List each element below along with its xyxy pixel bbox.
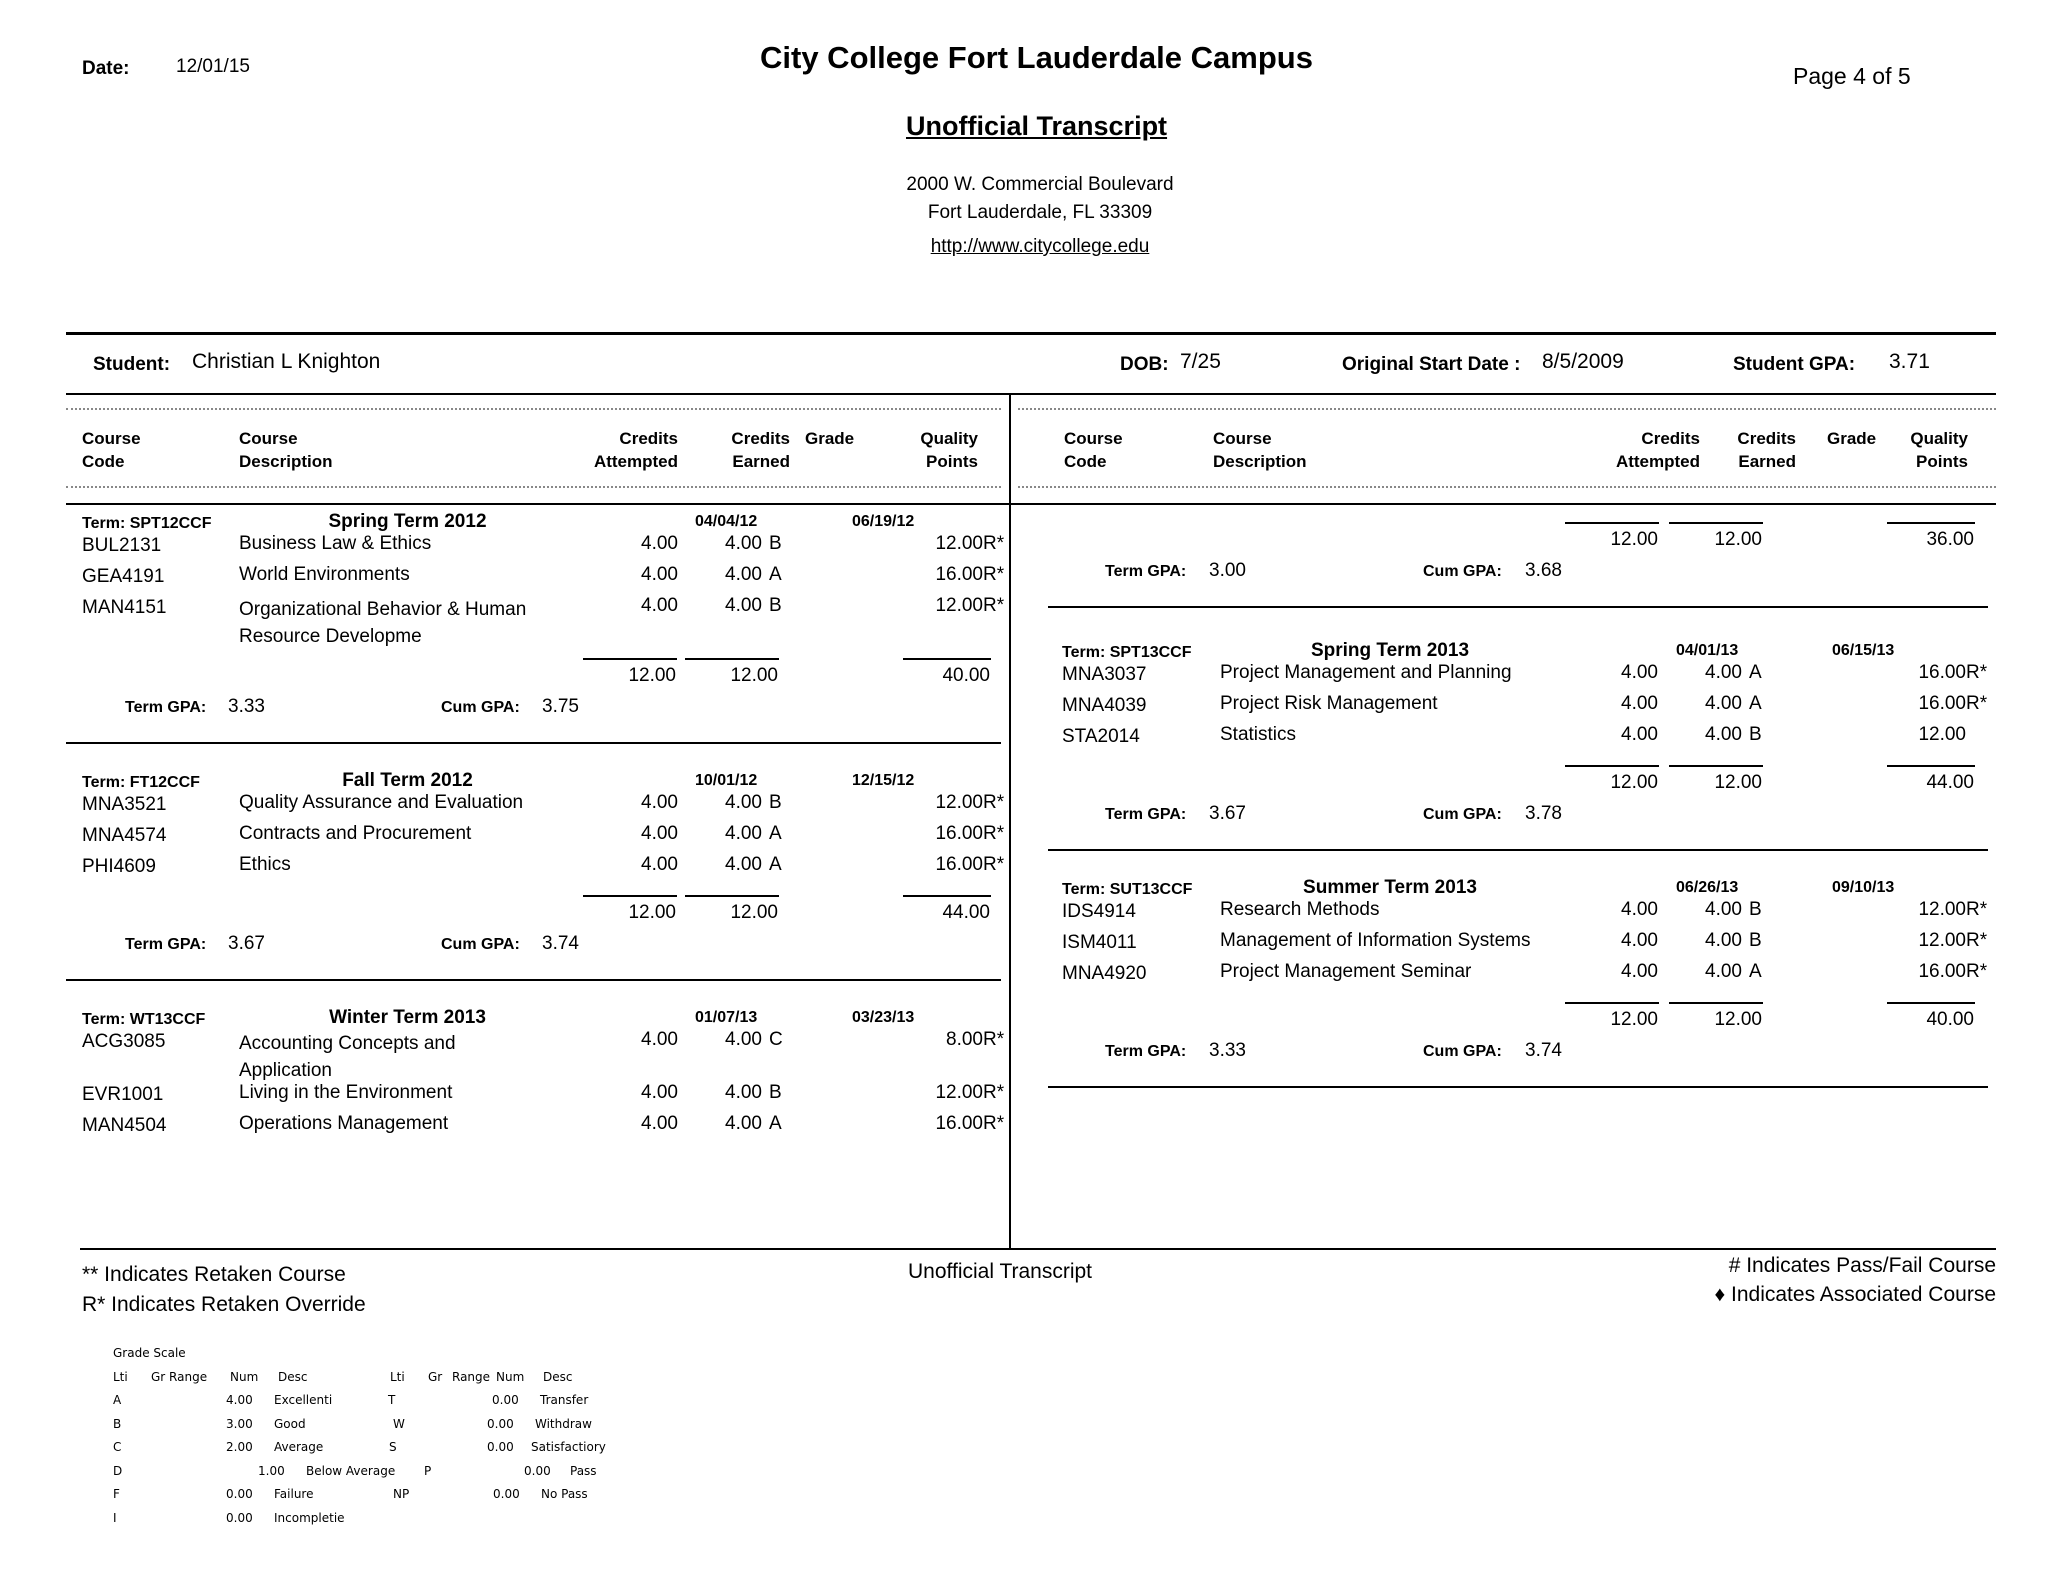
student-name: Christian L Knighton (192, 350, 381, 373)
course-code: IDS4914 (1062, 901, 1136, 922)
term-gpa-value: 3.33 (1209, 1040, 1246, 1061)
total-rule (1887, 522, 1975, 524)
course-code: MAN4504 (82, 1115, 167, 1136)
quality-points: 16.00 (1918, 693, 1966, 714)
right-header-dots-top (1018, 408, 1996, 410)
credits-attempted: 4.00 (1621, 693, 1658, 714)
grade: B (769, 792, 782, 813)
date-label: Date: (82, 58, 130, 79)
term-gpa-value: 3.67 (1209, 803, 1246, 824)
start-date-value: 8/5/2009 (1542, 350, 1624, 373)
grade: C (769, 1029, 783, 1050)
term-name: Summer Term 2013 (1303, 877, 1477, 898)
course-description: Operations Management (239, 1113, 449, 1134)
credits-attempted: 4.00 (1621, 961, 1658, 982)
gs-desc: Good (274, 1416, 306, 1431)
grade: A (769, 564, 782, 585)
grade: B (769, 1082, 782, 1103)
total-credits-earned: 12.00 (730, 902, 778, 923)
course-description: Statistics (1220, 724, 1297, 745)
total-quality-points: 36.00 (1926, 529, 1974, 550)
retaken-override-flag: R* (983, 854, 1005, 875)
term-start-date: 10/01/12 (695, 772, 758, 789)
quality-points: 12.00 (935, 533, 983, 554)
quality-points: 12.00 (935, 595, 983, 616)
gs-letter: B (113, 1416, 122, 1431)
gs-header: Desc (543, 1370, 573, 1384)
term-start-date: 01/07/13 (695, 1009, 758, 1026)
course-code: MNA3037 (1062, 664, 1147, 685)
grade: A (769, 854, 782, 875)
total-rule (583, 895, 677, 897)
gs-letter: C (113, 1440, 122, 1454)
page-number: Page 4 of 5 (1793, 63, 1911, 89)
col-course-desc-2: Description (239, 452, 333, 471)
course-code: PHI4609 (82, 856, 156, 877)
grade: B (1749, 724, 1762, 745)
term-gpa-label: Term GPA: (125, 936, 207, 953)
gs-desc: Failure (274, 1487, 314, 1501)
term-separator (1048, 1086, 1988, 1088)
override-note: R* Indicates Retaken Override (82, 1293, 366, 1316)
total-rule (583, 658, 677, 660)
course-code: BUL2131 (82, 535, 162, 556)
student-gpa-value: 3.71 (1889, 350, 1930, 373)
gs-num: 0.00 (487, 1416, 514, 1431)
gs-letter: D (113, 1463, 123, 1478)
cum-gpa-value: 3.74 (1525, 1040, 1562, 1061)
col-course-code-2: Code (1064, 452, 1107, 471)
gs-letter: F (113, 1487, 120, 1501)
course-code: MNA4574 (82, 825, 167, 846)
credits-attempted: 4.00 (1621, 899, 1658, 920)
total-rule (685, 895, 779, 897)
quality-points: 12.00 (1918, 930, 1966, 951)
gs-num: 3.00 (226, 1416, 253, 1431)
credits-attempted: 4.00 (641, 564, 678, 585)
term-gpa-value: 3.33 (228, 696, 265, 717)
cum-gpa-label: Cum GPA: (1423, 806, 1502, 823)
col-quality-points: Quality (920, 429, 978, 448)
credits-earned: 4.00 (1705, 662, 1742, 683)
credits-attempted: 4.00 (641, 533, 678, 554)
retaken-override-flag: R* (983, 595, 1005, 616)
col-quality-points-2: Points (1916, 452, 1968, 471)
gs-desc: Excellenti (274, 1393, 333, 1407)
total-credits-attempted: 12.00 (1610, 772, 1658, 793)
quality-points: 16.00 (935, 564, 983, 585)
gs-header: Range (452, 1370, 491, 1384)
retaken-override-flag: R* (983, 564, 1005, 585)
term-code: Term: FT12CCF (82, 774, 200, 791)
quality-points: 12.00 (1918, 899, 1966, 920)
cum-gpa-label: Cum GPA: (441, 936, 520, 953)
credits-earned: 4.00 (1705, 930, 1742, 951)
retaken-override-flag: R* (983, 1113, 1005, 1134)
retaken-override-flag: R* (983, 1029, 1005, 1050)
course-code: GEA4191 (82, 566, 165, 587)
gs-letter: A (113, 1393, 122, 1407)
grade-scale-title: Grade Scale (113, 1346, 186, 1360)
retaken-override-flag: R* (983, 823, 1005, 844)
gs-num: 2.00 (226, 1440, 253, 1454)
retaken-override-flag: R* (1966, 930, 1988, 951)
total-rule (1887, 1002, 1975, 1004)
quality-points: 16.00 (1918, 662, 1966, 683)
grade: A (1749, 662, 1762, 683)
retaken-override-flag: R* (1966, 961, 1988, 982)
course-description: Contracts and Procurement (239, 823, 472, 844)
retaken-override-flag: R* (1966, 662, 1988, 683)
grade: B (1749, 930, 1762, 951)
term-start-date: 04/01/13 (1676, 642, 1739, 659)
total-rule (1887, 765, 1975, 767)
credits-attempted: 4.00 (1621, 930, 1658, 951)
gs-num: 0.00 (493, 1487, 520, 1501)
col-credits-attempted-2: Attempted (593, 452, 678, 471)
quality-points: 8.00 (946, 1029, 983, 1050)
quality-points: 16.00 (1918, 961, 1966, 982)
start-date-label: Original Start Date : (1342, 354, 1521, 375)
total-credits-earned: 12.00 (730, 665, 778, 686)
term-gpa-label: Term GPA: (1105, 563, 1187, 580)
term-end-date: 06/15/13 (1832, 642, 1895, 659)
pass-fail-note: # Indicates Pass/Fail Course (1728, 1254, 1996, 1277)
term-name: Winter Term 2013 (329, 1007, 486, 1028)
total-credits-attempted: 12.00 (628, 902, 676, 923)
credits-earned: 4.00 (725, 1082, 762, 1103)
document-title: Unofficial Transcript (906, 111, 1168, 141)
address-line-1: 2000 W. Commercial Boulevard (906, 174, 1174, 195)
total-rule (1565, 765, 1659, 767)
column-divider (1009, 393, 1011, 1248)
col-quality-points-2: Points (926, 452, 978, 471)
left-header-dots-top (66, 408, 1001, 410)
date-value: 12/01/15 (176, 56, 250, 77)
col-credits-attempted: Credits (1641, 429, 1700, 448)
quality-points: 12.00 (1918, 724, 1966, 745)
course-description: Project Risk Management (1220, 693, 1438, 714)
institution-name: City College Fort Lauderdale Campus (760, 40, 1313, 75)
cum-gpa-value: 3.78 (1525, 803, 1562, 824)
grade: A (1749, 961, 1762, 982)
credits-earned: 4.00 (725, 533, 762, 554)
course-code: MAN4151 (82, 597, 167, 618)
quality-points: 16.00 (935, 823, 983, 844)
total-credits-attempted: 12.00 (1610, 1009, 1658, 1030)
course-code: STA2014 (1062, 726, 1140, 747)
website-link[interactable]: http://www.citycollege.edu (930, 236, 1150, 257)
gs-letter: P (424, 1463, 432, 1478)
credits-earned: 4.00 (725, 792, 762, 813)
total-credits-attempted: 12.00 (628, 665, 676, 686)
credits-earned: 4.00 (1705, 899, 1742, 920)
gs-letter: S (389, 1440, 397, 1454)
term-separator (66, 979, 1001, 981)
term-end-date: 09/10/13 (1832, 879, 1895, 896)
course-code: EVR1001 (82, 1084, 164, 1105)
col-course-desc: Course (239, 429, 298, 448)
term-code: Term: WT13CCF (82, 1011, 206, 1028)
gs-desc: Below Average (306, 1463, 396, 1478)
address-line-2: Fort Lauderdale, FL 33309 (927, 202, 1153, 223)
credits-earned: 4.00 (725, 1113, 762, 1134)
grade: B (769, 595, 782, 616)
total-quality-points: 44.00 (942, 902, 990, 923)
retaken-override-flag: R* (983, 1082, 1005, 1103)
total-rule (1565, 1002, 1659, 1004)
total-rule (1669, 765, 1763, 767)
term-gpa-label: Term GPA: (1105, 806, 1187, 823)
credits-attempted: 4.00 (641, 823, 678, 844)
total-credits-attempted: 12.00 (1610, 529, 1658, 550)
credits-attempted: 4.00 (1621, 724, 1658, 745)
term-start-date: 04/04/12 (695, 513, 758, 530)
cum-gpa-value: 3.74 (542, 933, 579, 954)
course-code: ACG3085 (82, 1031, 166, 1052)
gs-header: Lti (113, 1370, 128, 1384)
course-code: ISM4011 (1062, 932, 1137, 953)
student-gpa-label: Student GPA: (1733, 354, 1856, 375)
grade: B (769, 533, 782, 554)
course-description: Quality Assurance and Evaluation (239, 792, 524, 813)
term-name: Fall Term 2012 (342, 770, 473, 791)
gs-desc: Satisfactiory (531, 1440, 606, 1454)
term-name: Spring Term 2013 (1310, 640, 1470, 661)
gs-desc: No Pass (541, 1487, 588, 1501)
col-quality-points: Quality (1910, 429, 1968, 448)
dob-value: 7/25 (1180, 350, 1221, 373)
gs-num: 0.00 (487, 1440, 514, 1454)
gs-header: Gr (428, 1370, 443, 1384)
term-end-date: 03/23/13 (852, 1009, 915, 1026)
footer-title: Unofficial Transcript (908, 1260, 1093, 1283)
credits-earned: 4.00 (1705, 693, 1742, 714)
grade: A (769, 823, 782, 844)
total-rule (903, 658, 991, 660)
credits-attempted: 4.00 (641, 1082, 678, 1103)
grade: A (1749, 693, 1762, 714)
term-gpa-label: Term GPA: (1105, 1043, 1187, 1060)
credits-attempted: 4.00 (641, 1113, 678, 1134)
col-credits-earned-2: Earned (732, 452, 790, 471)
student-rule (66, 393, 1996, 395)
gs-num: 0.00 (226, 1510, 253, 1525)
col-credits-earned: Credits (1737, 429, 1796, 448)
credits-attempted: 4.00 (641, 854, 678, 875)
quality-points: 12.00 (935, 792, 983, 813)
associated-course-note: ♦ Indicates Associated Course (1714, 1283, 1996, 1306)
credits-attempted: 4.00 (641, 595, 678, 616)
col-course-code: Course (1064, 429, 1123, 448)
course-description: World Environments (239, 564, 410, 585)
gs-desc: Transfer (540, 1393, 589, 1407)
total-quality-points: 40.00 (942, 665, 990, 686)
course-description: Project Management and Planning (1220, 662, 1512, 683)
credits-attempted: 4.00 (641, 1029, 678, 1050)
gs-header: Desc (278, 1370, 308, 1384)
course-description: Research Methods (1220, 899, 1380, 920)
total-rule (1565, 522, 1659, 524)
credits-earned: 4.00 (725, 854, 762, 875)
grade: B (1749, 899, 1762, 920)
term-separator (1048, 849, 1988, 851)
gs-num: 0.00 (492, 1393, 519, 1407)
term-separator (66, 742, 1001, 744)
col-credits-earned-2: Earned (1738, 452, 1796, 471)
cum-gpa-label: Cum GPA: (1423, 563, 1502, 580)
course-description: Ethics (239, 854, 291, 875)
term-end-date: 12/15/12 (852, 772, 915, 789)
total-credits-earned: 12.00 (1714, 1009, 1762, 1030)
cum-gpa-label: Cum GPA: (1423, 1043, 1502, 1060)
term-code: Term: SPT12CCF (82, 515, 212, 532)
course-description: Project Management Seminar (1220, 961, 1472, 982)
col-credits-attempted-2: Attempted (1615, 452, 1700, 471)
gs-num: 1.00 (258, 1463, 285, 1478)
gs-desc: Average (274, 1440, 324, 1454)
gs-letter: T (388, 1393, 396, 1407)
col-credits-earned: Credits (731, 429, 790, 448)
total-rule (1669, 522, 1763, 524)
course-code: MNA4920 (1062, 963, 1147, 984)
course-description-line-2: Application (239, 1060, 332, 1081)
term-name: Spring Term 2012 (328, 511, 487, 532)
term-code: Term: SUT13CCF (1062, 881, 1193, 898)
gs-header: Num (230, 1370, 259, 1384)
term-gpa-label: Term GPA: (125, 699, 207, 716)
course-code: MNA3521 (82, 794, 167, 815)
grade: A (769, 1113, 782, 1134)
gs-desc: Withdraw (535, 1416, 592, 1431)
retaken-override-flag: R* (1966, 693, 1988, 714)
gs-letter: I (113, 1510, 117, 1525)
col-course-desc: Course (1213, 429, 1272, 448)
retaken-override-flag: R* (983, 792, 1005, 813)
term-separator (1048, 606, 1988, 608)
credits-earned: 4.00 (725, 1029, 762, 1050)
term-code: Term: SPT13CCF (1062, 644, 1192, 661)
gs-num: 0.00 (524, 1463, 551, 1478)
quality-points: 16.00 (935, 854, 983, 875)
gs-letter: W (393, 1416, 405, 1431)
credits-attempted: 4.00 (1621, 662, 1658, 683)
gs-header: Lti (390, 1370, 405, 1384)
footer-rule (80, 1248, 1996, 1250)
col-credits-attempted: Credits (619, 429, 678, 448)
gs-header: Gr Range (151, 1370, 208, 1384)
column-header-rule (66, 503, 1996, 505)
col-course-desc-2: Description (1213, 452, 1307, 471)
student-label: Student: (93, 354, 171, 375)
gs-desc: Pass (570, 1463, 597, 1478)
gs-desc: Incompletie (274, 1510, 345, 1525)
credits-earned: 4.00 (725, 595, 762, 616)
retaken-note: ** Indicates Retaken Course (82, 1263, 346, 1286)
gs-header: Num (496, 1370, 525, 1384)
right-header-dots-bottom (1018, 486, 1996, 488)
course-description-line-2: Resource Developme (239, 626, 422, 647)
cum-gpa-value: 3.75 (542, 696, 579, 717)
total-rule (1669, 1002, 1763, 1004)
total-quality-points: 40.00 (1926, 1009, 1974, 1030)
retaken-override-flag: R* (1966, 899, 1988, 920)
left-header-dots-bottom (66, 486, 1001, 488)
term-start-date: 06/26/13 (1676, 879, 1739, 896)
term-gpa-value: 3.00 (1209, 560, 1246, 581)
dob-label: DOB: (1120, 354, 1169, 375)
col-course-code: Course (82, 429, 141, 448)
credits-earned: 4.00 (1705, 961, 1742, 982)
quality-points: 12.00 (935, 1082, 983, 1103)
credits-attempted: 4.00 (641, 792, 678, 813)
gs-num: 4.00 (226, 1393, 253, 1407)
gs-letter: NP (393, 1487, 410, 1501)
col-grade: Grade (805, 429, 855, 448)
credits-earned: 4.00 (725, 823, 762, 844)
gs-num: 0.00 (226, 1487, 253, 1501)
course-description: Business Law & Ethics (239, 533, 432, 554)
total-quality-points: 44.00 (1926, 772, 1974, 793)
total-rule (903, 895, 991, 897)
credits-earned: 4.00 (1705, 724, 1742, 745)
course-description: Management of Information Systems (1220, 930, 1531, 951)
term-end-date: 06/19/12 (852, 513, 915, 530)
col-course-code-2: Code (82, 452, 125, 471)
credits-earned: 4.00 (725, 564, 762, 585)
term-gpa-value: 3.67 (228, 933, 265, 954)
course-description: Accounting Concepts and (239, 1033, 456, 1054)
quality-points: 16.00 (935, 1113, 983, 1134)
retaken-override-flag: R* (983, 533, 1005, 554)
cum-gpa-value: 3.68 (1525, 560, 1562, 581)
course-description: Organizational Behavior & Human (239, 599, 527, 620)
top-rule (66, 332, 1996, 335)
col-grade: Grade (1827, 429, 1877, 448)
total-rule (685, 658, 779, 660)
course-description: Living in the Environment (239, 1082, 453, 1103)
total-credits-earned: 12.00 (1714, 529, 1762, 550)
cum-gpa-label: Cum GPA: (441, 699, 520, 716)
course-code: MNA4039 (1062, 695, 1147, 716)
total-credits-earned: 12.00 (1714, 772, 1762, 793)
